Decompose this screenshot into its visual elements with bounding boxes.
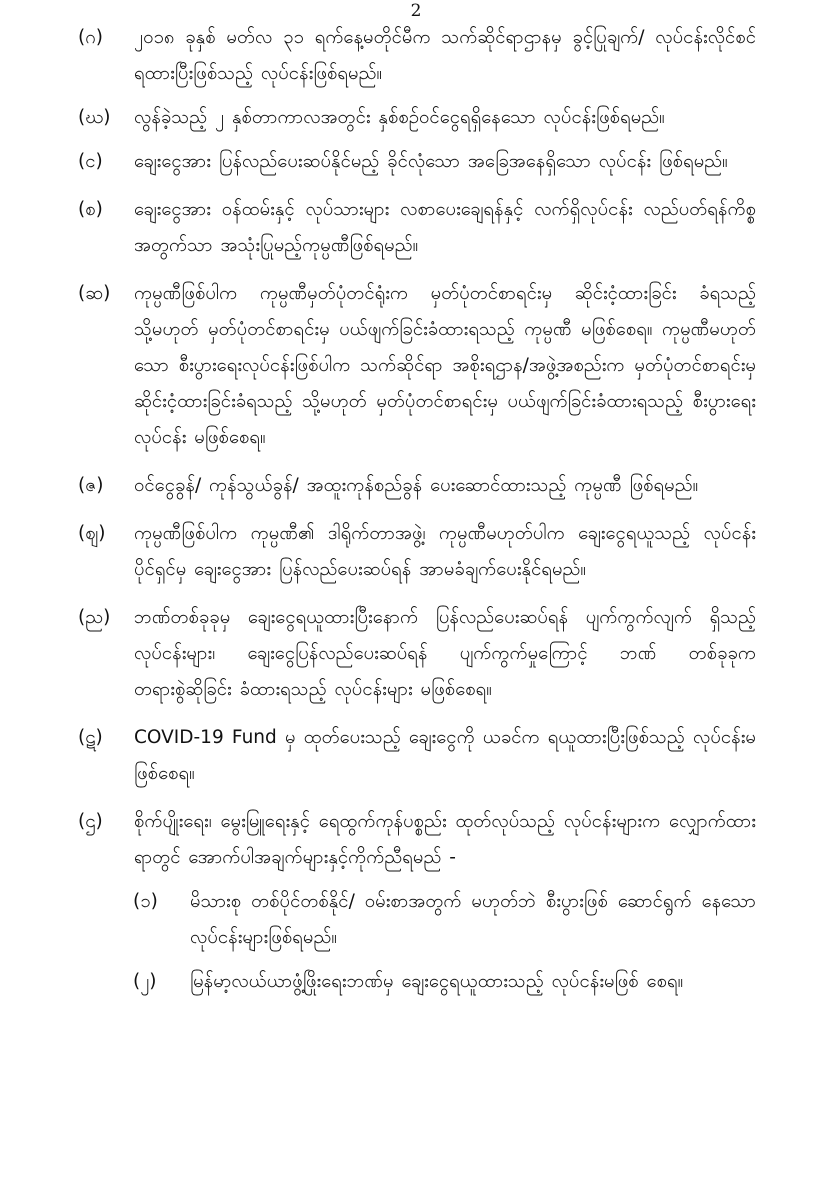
item-label: (ဈ) bbox=[78, 523, 106, 544]
item-text: စိုက်ပျိုးရေး၊ မွေးမြူရေးနှင့် ရေထွက်ကုန်ပစ္စည်း ထုတ်လုပ်သည့် လုပ်ငန်းများက လျှောက်ထားရာတွင် အောက်ပါအချက်များနှင့်ကိုက်ညီရမည် - bbox=[134, 811, 756, 868]
list-item bbox=[0, 468, 832, 504]
sub-item-text: မိသားစု တစ်ပိုင်တစ်နိုင်/ ဝမ်းစာအတွက် မဟုတ်ဘဲ စီးပွားဖြစ် ဆောင်ရွက် နေသော လုပ်ငန်းများဖြစ်ရမည်။ bbox=[190, 891, 756, 948]
item-label: (စ) bbox=[78, 199, 103, 220]
list-item bbox=[0, 516, 832, 588]
item-text: ၂၀၁၈ ခုနှစ် မတ်လ ၃၁ ရက်နေ့မတိုင်မီက သက်ဆိုင်ရာဌာနမှ ခွင့်ပြုချက်/ လုပ်ငန်းလိုင်စင်ရထားပြီးဖြစ်သည့် လုပ်ငန်းဖြစ်ရမည်။ bbox=[134, 27, 756, 84]
list-item bbox=[0, 144, 832, 180]
item-label: (ဆ) bbox=[78, 283, 111, 304]
item-label: (ဋ) bbox=[78, 727, 103, 748]
item-label: (ဃ) bbox=[78, 107, 111, 128]
item-text: ဘဏ်တစ်ခုခုမှ ချေးငွေရယူထားပြီးနောက် ပြန်လည်ပေးဆပ်ရန် ပျက်ကွက်လျက် ရှိသည့် လုပ်ငန်းများ၊ ချေးငွေပြန်လည်ပေးဆပ်ရန် ပျက်ကွက်မှုကြောင့် ဘဏ် တစ်ခုခုက တရားစွဲဆိုခြင်း ခံထားရသည့် လုပ်ငန်းများ မဖြစ်စေရ။ bbox=[134, 607, 756, 700]
item-text: ချေးငွေအား ပြန်လည်ပေးဆပ်နိုင်မည့် ခိုင်လုံသော အခြေအနေရှိသော လုပ်ငန်း ဖြစ်ရမည်။ bbox=[134, 151, 728, 172]
sub-item-label: (၁) bbox=[133, 891, 158, 912]
list-item bbox=[0, 276, 832, 456]
item-text: ချေးငွေအား ဝန်ထမ်းနှင့် လုပ်သားများ လစာပေးချေရန်နှင့် လက်ရှိလုပ်ငန်း လည်ပတ်ရန်ကိစ္စအတွက်သာ အသုံးပြုမည့်ကုမ္ပဏီဖြစ်ရမည်။ bbox=[134, 199, 756, 256]
list-item bbox=[0, 600, 832, 708]
item-text: လွန်ခဲ့သည့် ၂ နှစ်တာကာလအတွင်း နှစ်စဉ်ဝင်ငွေရရှိနေသော လုပ်ငန်းဖြစ်ရမည်။ bbox=[134, 107, 665, 128]
page-number: 2 bbox=[410, 1, 422, 21]
list-item bbox=[0, 720, 832, 792]
item-label: (ဌ) bbox=[78, 811, 103, 832]
item-text: ဝင်ငွေခွန်/ ကုန်သွယ်ခွန်/ အထူးကုန်စည်ခွန် ပေးဆောင်ထားသည့် ကုမ္ပဏီ ဖြစ်ရမည်။ bbox=[134, 475, 699, 496]
sub-list-item bbox=[0, 964, 832, 1000]
item-text: COVID-19 Fund မှ ထုတ်ပေးသည့် ချေးငွေကို ယခင်က ရယူထားပြီးဖြစ်သည့် လုပ်ငန်းမဖြစ်စေရ။ bbox=[134, 727, 756, 784]
item-label: (ဂ) bbox=[78, 27, 104, 48]
item-label: (ည) bbox=[78, 607, 111, 628]
sub-list-item bbox=[0, 884, 832, 956]
list-item bbox=[0, 804, 832, 876]
list-item bbox=[0, 192, 832, 264]
sub-item-label: (၂) bbox=[133, 971, 157, 992]
sub-item-text: မြန်မာ့လယ်ယာဖွံ့ဖြိုးရေးဘဏ်မှ ချေးငွေရယူထားသည့် လုပ်ငန်းမဖြစ် စေရ။ bbox=[190, 971, 684, 992]
item-text: ကုမ္ပဏီဖြစ်ပါက ကုမ္ပဏီ၏ ဒါရိုက်တာအဖွဲ့၊ ကုမ္ပဏီမဟုတ်ပါက ချေးငွေရယူသည့် လုပ်ငန်းပိုင်ရှင်မှ ချေးငွေအား ပြန်လည်ပေးဆပ်ရန် အာမခံချက်ပေးနိုင်ရမည်။ bbox=[134, 523, 756, 580]
list-item bbox=[0, 100, 832, 136]
conditions-list bbox=[0, 20, 832, 1000]
item-label: (ဇ) bbox=[78, 475, 104, 496]
item-text: ကုမ္ပဏီဖြစ်ပါက ကုမ္ပဏီမှတ်ပုံတင်ရုံးက မှတ်ပုံတင်စာရင်းမှ ဆိုင်းငံ့ထားခြင်း ခံရသည့် သို့မဟုတ် မှတ်ပုံတင်စာရင်းမှ ပယ်ဖျက်ခြင်းခံထားရသည့် ကုမ္ပဏီ မဖြစ်စေရ။ ကုမ္ပဏီမဟုတ်သော စီးပွားရေးလုပ်ငန်းဖြစ်ပါက သက်ဆိုင်ရာ အစိုးရဌာန/အဖွဲ့အစည်းက မှတ်ပုံတင်စာရင်းမှ ဆိုင်းငံ့ထားခြင်းခံရသည့် သို့မဟုတ် မှတ်ပုံတင်စာရင်းမှ ပယ်ဖျက်ခြင်းခံထားရသည့် စီးပွားရေးလုပ်ငန်း မဖြစ်စေရ။ bbox=[134, 283, 756, 448]
item-label: (င) bbox=[78, 151, 103, 172]
list-item bbox=[0, 20, 832, 92]
